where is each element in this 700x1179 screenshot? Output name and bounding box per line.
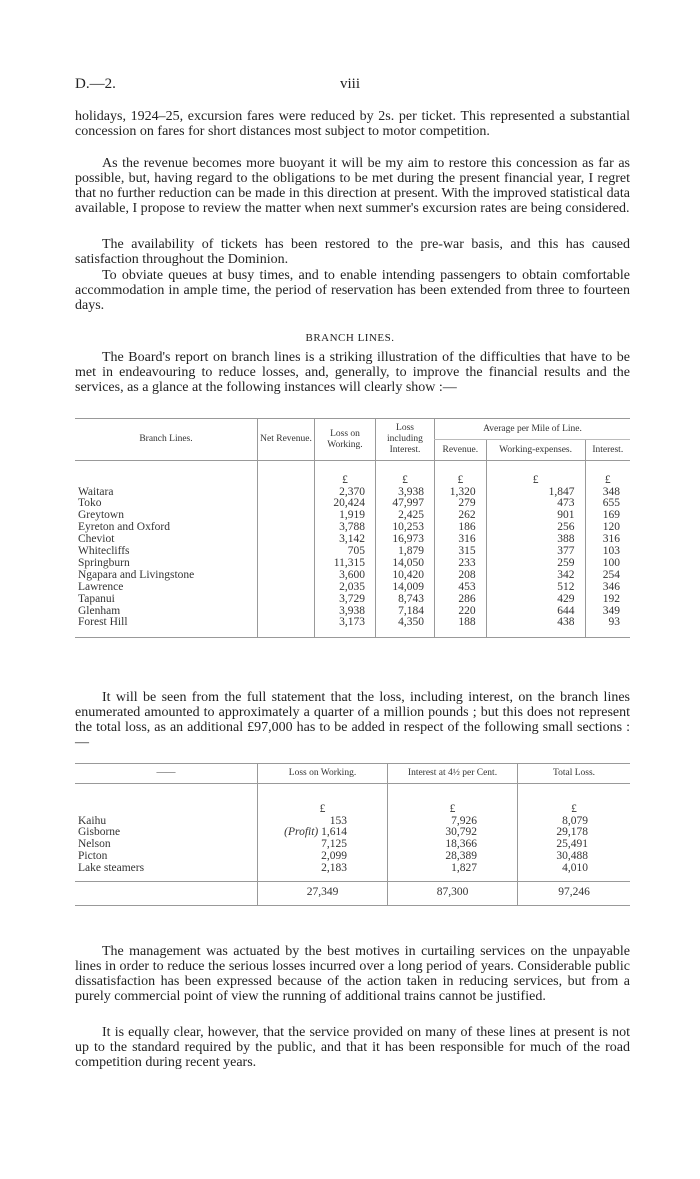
net-revenue-cell bbox=[258, 510, 315, 522]
col-loss-interest: Loss including Interest. bbox=[376, 419, 435, 461]
loss-on-working-cell bbox=[258, 863, 388, 875]
total-loss-cell: 8,079 bbox=[518, 816, 631, 828]
section-name: Kaihu bbox=[78, 814, 107, 827]
net-revenue-cell bbox=[258, 487, 315, 499]
grand-total: 97,246 bbox=[518, 881, 631, 905]
loss-working-cell: 705 bbox=[315, 546, 376, 558]
interest-cell: 93 bbox=[585, 617, 630, 629]
loss-interest-cell: 16,973 bbox=[376, 534, 435, 546]
loss-interest-cell: 10,253 bbox=[376, 522, 435, 534]
revenue-cell: 316 bbox=[435, 534, 487, 546]
branch-name: Tapanui bbox=[78, 592, 115, 605]
col-working-expenses: Working-expenses. bbox=[486, 440, 585, 461]
table-row bbox=[75, 582, 630, 594]
loss-interest-cell: 1,879 bbox=[376, 546, 435, 558]
branch-name-cell bbox=[75, 487, 258, 499]
loss-interest-cell: 14,009 bbox=[376, 582, 435, 594]
interest-cell: 18,366 bbox=[388, 839, 518, 851]
col-average-group: Average per Mile of Line. bbox=[435, 419, 631, 440]
unit-label: £ bbox=[486, 461, 585, 487]
small-sections-body bbox=[75, 784, 630, 906]
net-revenue-cell bbox=[258, 570, 315, 582]
profit-label: (Profit) bbox=[284, 826, 319, 839]
section-name: Lake steamers bbox=[78, 862, 145, 875]
total-loss-cell: 29,178 bbox=[518, 827, 631, 839]
interest-cell: 254 bbox=[585, 570, 630, 582]
col-interest: Interest. bbox=[585, 440, 630, 461]
interest-cell: 1,827 bbox=[388, 863, 518, 875]
table-row bbox=[75, 570, 630, 582]
unit-label: £ bbox=[388, 784, 518, 816]
loss-value: 2,099 bbox=[321, 850, 347, 863]
revenue-cell: 453 bbox=[435, 582, 487, 594]
unit-label: £ bbox=[376, 461, 435, 487]
working-expenses-cell: 473 bbox=[486, 498, 585, 510]
working-expenses-cell: 342 bbox=[486, 570, 585, 582]
working-expenses-cell: 429 bbox=[486, 594, 585, 606]
working-expenses-cell: 388 bbox=[486, 534, 585, 546]
branch-name: Ngapara and Livingstone bbox=[78, 568, 195, 581]
col-interest-rate: Interest at 4½ per Cent. bbox=[388, 764, 518, 784]
branch-name-cell bbox=[75, 617, 258, 629]
col-branch-lines: Branch Lines. bbox=[139, 434, 193, 444]
loss-working-cell: 3,600 bbox=[315, 570, 376, 582]
branch-name: Lawrence bbox=[78, 580, 124, 593]
interest-cell: 28,389 bbox=[388, 851, 518, 863]
revenue-cell: 188 bbox=[435, 617, 487, 629]
revenue-cell: 220 bbox=[435, 606, 487, 618]
loss-interest-cell: 14,050 bbox=[376, 558, 435, 570]
section-title: BRANCH LINES. bbox=[305, 332, 395, 344]
net-revenue-cell bbox=[258, 534, 315, 546]
loss-value: 2,183 bbox=[321, 862, 347, 875]
loss-value: 7,125 bbox=[321, 838, 347, 851]
loss-interest-cell: 47,997 bbox=[376, 498, 435, 510]
interest-cell: 7,926 bbox=[388, 816, 518, 828]
loss-working-cell: 1,919 bbox=[315, 510, 376, 522]
table-row bbox=[75, 594, 630, 606]
interest-cell: 348 bbox=[585, 487, 630, 499]
col-loss-on-working: Loss on Working. bbox=[258, 764, 388, 784]
table-row bbox=[75, 839, 630, 851]
loss-interest-cell: 3,938 bbox=[376, 487, 435, 499]
loss-working-cell: 3,173 bbox=[315, 617, 376, 629]
section-name: Picton bbox=[78, 850, 108, 863]
unit-label: £ bbox=[585, 461, 630, 487]
loss-working-cell: 11,315 bbox=[315, 558, 376, 570]
paragraph-1: holidays, 1924–25, excursion fares were reduced by 2s. per ticket. This represented a substantial concession on fares for short distances most subject to motor competition. bbox=[75, 109, 630, 139]
working-expenses-cell: 1,847 bbox=[486, 487, 585, 499]
branch-name: Forest Hill bbox=[78, 616, 128, 629]
totals-row bbox=[75, 881, 630, 905]
loss-working-cell: 3,142 bbox=[315, 534, 376, 546]
branch-name: Springburn bbox=[78, 556, 130, 569]
working-expenses-cell: 256 bbox=[486, 522, 585, 534]
working-expenses-cell: 259 bbox=[486, 558, 585, 570]
net-revenue-cell bbox=[258, 558, 315, 570]
branch-lines-table bbox=[75, 418, 630, 638]
page-code: D.—2. bbox=[75, 76, 116, 92]
loss-interest-cell: 2,425 bbox=[376, 510, 435, 522]
page-number: viii bbox=[340, 76, 361, 92]
interest-cell: 316 bbox=[585, 534, 630, 546]
unit-label: £ bbox=[258, 784, 388, 816]
branch-name: Whitecliffs bbox=[78, 545, 130, 558]
working-expenses-cell: 512 bbox=[486, 582, 585, 594]
revenue-cell: 233 bbox=[435, 558, 487, 570]
branch-name: Glenham bbox=[78, 604, 121, 617]
unit-label: £ bbox=[315, 461, 376, 487]
unit-label: £ bbox=[435, 461, 487, 487]
small-sections-table bbox=[75, 763, 630, 906]
branch-name: Greytown bbox=[78, 509, 124, 522]
loss-interest-cell: 7,184 bbox=[376, 606, 435, 618]
table-row bbox=[75, 863, 630, 875]
working-expenses-cell: 438 bbox=[486, 617, 585, 629]
interest-cell: 103 bbox=[585, 546, 630, 558]
branch-name: Cheviot bbox=[78, 533, 115, 546]
loss-working-cell: 3,938 bbox=[315, 606, 376, 618]
paragraph-7: The management was actuated by the best motives in curtailing services on the unpayable lines in order to reduce the serious losses incurred over a long period of years. Considerable public dissatisfaction has been expressed because of the action taken in reducing services, but from a purely commercial point of view the running of additional trains cannot be justified. bbox=[75, 944, 630, 1004]
revenue-cell: 186 bbox=[435, 522, 487, 534]
paragraph-4: To obviate queues at busy times, and to enable intending passengers to obtain comfortable accommodation in ample time, the period of reservation has been extended from three to fourteen days. bbox=[75, 268, 630, 313]
paragraph-5: The Board's report on branch lines is a striking illustration of the difficulties that have to be met in endeavouring to reduce losses, and, generally, to improve the financial results and the services, as a glance at the following instances will clearly show :— bbox=[75, 350, 630, 395]
interest-cell: 120 bbox=[585, 522, 630, 534]
net-revenue-cell bbox=[258, 606, 315, 618]
branch-lines-body bbox=[75, 461, 630, 638]
revenue-cell: 208 bbox=[435, 570, 487, 582]
table-row bbox=[75, 816, 630, 828]
loss-working-cell: 20,424 bbox=[315, 498, 376, 510]
loss-value: 153 bbox=[329, 814, 347, 827]
paragraph-6: It will be seen from the full statement that the loss, including interest, on the branch lines enumerated amounted to approximately a quarter of a million pounds ; but this does not represent the total loss, as an additional £97,000 has to be added in respect of the following small sections :— bbox=[75, 690, 630, 750]
col-section: —— bbox=[156, 768, 176, 778]
unit-label: £ bbox=[518, 784, 631, 816]
interest-cell: 349 bbox=[585, 606, 630, 618]
working-expenses-cell: 644 bbox=[486, 606, 585, 618]
interest-cell: 100 bbox=[585, 558, 630, 570]
interest-cell: 655 bbox=[585, 498, 630, 510]
loss-working-cell: 2,370 bbox=[315, 487, 376, 499]
branch-name: Toko bbox=[78, 497, 102, 510]
loss-value: 1,614 bbox=[321, 826, 347, 839]
net-revenue-cell bbox=[258, 617, 315, 629]
net-revenue-cell bbox=[258, 546, 315, 558]
total-interest: 87,300 bbox=[388, 881, 518, 905]
col-net-revenue: Net Revenue. bbox=[258, 419, 315, 461]
loss-working-cell: 3,729 bbox=[315, 594, 376, 606]
working-expenses-cell: 377 bbox=[486, 546, 585, 558]
col-loss-working: Loss on Working. bbox=[315, 419, 376, 461]
total-loss-cell: 30,488 bbox=[518, 851, 631, 863]
working-expenses-cell: 901 bbox=[486, 510, 585, 522]
table-row bbox=[75, 851, 630, 863]
loss-working-cell: 3,788 bbox=[315, 522, 376, 534]
col-total-loss: Total Loss. bbox=[518, 764, 631, 784]
net-revenue-cell bbox=[258, 594, 315, 606]
interest-cell: 30,792 bbox=[388, 827, 518, 839]
total-loss-working: 27,349 bbox=[258, 881, 388, 905]
loss-interest-cell: 10,420 bbox=[376, 570, 435, 582]
loss-working-cell: 2,035 bbox=[315, 582, 376, 594]
revenue-cell: 262 bbox=[435, 510, 487, 522]
revenue-cell: 1,320 bbox=[435, 487, 487, 499]
paragraph-8: It is equally clear, however, that the service provided on many of these lines at present is not up to the standard required by the public, and that it has been responsible for much of the road competition during recent years. bbox=[75, 1025, 630, 1070]
branch-name: Eyreton and Oxford bbox=[78, 521, 170, 534]
branch-name: Waitara bbox=[78, 485, 114, 498]
revenue-cell: 279 bbox=[435, 498, 487, 510]
loss-interest-cell: 8,743 bbox=[376, 594, 435, 606]
total-loss-cell: 4,010 bbox=[518, 863, 631, 875]
interest-cell: 192 bbox=[585, 594, 630, 606]
revenue-cell: 315 bbox=[435, 546, 487, 558]
table-row bbox=[75, 617, 630, 629]
paragraph-2: As the revenue becomes more buoyant it will be my aim to restore this concession as far as possible, but, having regard to the obligations to be met during the present financial year, I regret that no further reduction can be made in this direction at present. With the improved statistical data available, I propose to review the matter when next summer's excursion rates are being considered. bbox=[75, 156, 630, 216]
col-revenue: Revenue. bbox=[435, 440, 487, 461]
interest-cell: 169 bbox=[585, 510, 630, 522]
paragraph-3: The availability of tickets has been restored to the pre-war basis, and this has caused satisfaction throughout the Dominion. bbox=[75, 237, 630, 267]
interest-cell: 346 bbox=[585, 582, 630, 594]
section-name: Gisborne bbox=[78, 826, 121, 839]
revenue-cell: 286 bbox=[435, 594, 487, 606]
net-revenue-cell bbox=[258, 582, 315, 594]
net-revenue-cell bbox=[258, 522, 315, 534]
table-row bbox=[75, 827, 630, 839]
section-name: Nelson bbox=[78, 838, 111, 851]
net-revenue-cell bbox=[258, 498, 315, 510]
total-loss-cell: 25,491 bbox=[518, 839, 631, 851]
loss-interest-cell: 4,350 bbox=[376, 617, 435, 629]
